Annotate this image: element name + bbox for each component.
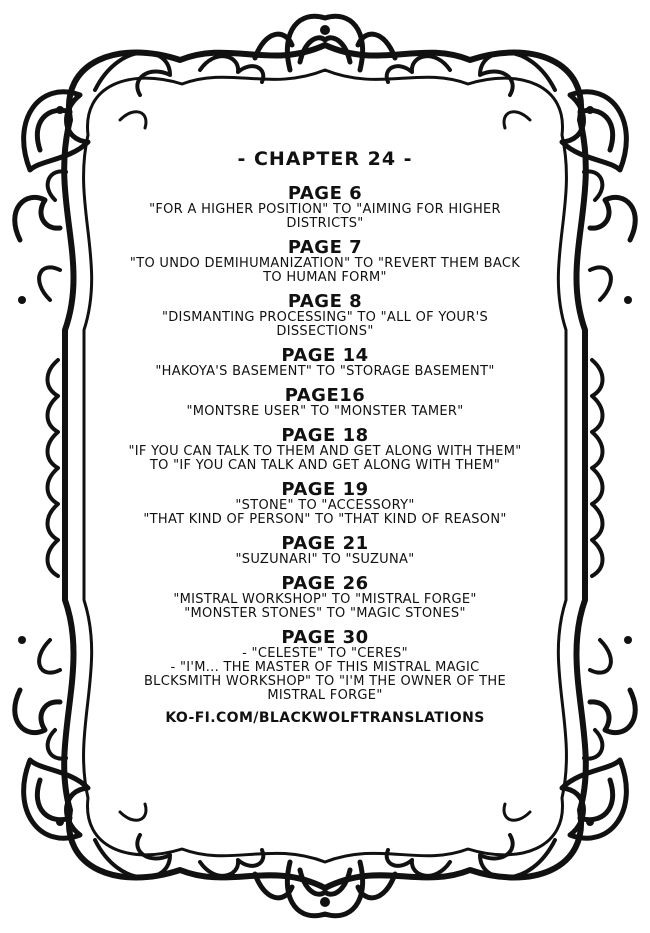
- page-heading: PAGE 26: [281, 573, 369, 594]
- page-entry: [100, 184, 550, 231]
- correction-line: "SUZUNARI" TO "SUZUNA": [235, 552, 415, 567]
- correction-line: "DISMANTING PROCESSING" TO "ALL OF YOUR'S: [161, 310, 489, 325]
- corner-scroll-top-left: [15, 92, 88, 240]
- correction-line: "FOR A HIGHER POSITION" TO "AIMING FOR HIGHER: [149, 202, 501, 217]
- correction-line: - "CELESTE" TO "CERES": [242, 646, 408, 661]
- page-heading: PAGE16: [284, 385, 366, 406]
- correction-line: "STONE" TO "ACCESSORY": [235, 498, 415, 513]
- correction-line: - "I'M... THE MASTER OF THIS MISTRAL MAGIC: [170, 660, 480, 675]
- corner-scroll-bottom-right: [562, 690, 635, 838]
- correction-line: "MONSTER STONES" TO "MAGIC STONES": [184, 606, 466, 621]
- page-entry: [100, 386, 550, 419]
- correction-line: "THAT KIND OF PERSON" TO "THAT KIND OF REASON": [143, 512, 507, 527]
- page-heading: PAGE 7: [287, 237, 363, 258]
- correction-line: BLCKSMITH WORKSHOP" TO "I'M THE OWNER OF THE: [143, 674, 507, 689]
- page-entry: [100, 574, 550, 621]
- ornament-dot: [320, 25, 330, 35]
- corner-scroll-top-right: [562, 92, 635, 240]
- page-entry: [100, 426, 550, 473]
- page-entry: [100, 628, 550, 703]
- page-heading: PAGE 6: [287, 183, 363, 204]
- page-entry: [100, 292, 550, 339]
- side-vine-left: [48, 360, 59, 576]
- correction-line: DISSECTIONS": [276, 324, 374, 339]
- page-heading: PAGE 18: [281, 425, 369, 446]
- correction-line: "IF YOU CAN TALK TO THEM AND GET ALONG WITH THEM": [128, 444, 522, 459]
- page-entry: [100, 238, 550, 285]
- correction-line: DISTRICTS": [286, 216, 364, 231]
- page-entry: [100, 346, 550, 379]
- page-heading: PAGE 19: [281, 479, 369, 500]
- side-vine-right: [592, 360, 603, 576]
- page-heading: PAGE 14: [281, 345, 369, 366]
- chapter-heading: - CHAPTER 24 -: [237, 148, 413, 170]
- page-entry: [100, 480, 550, 527]
- correction-line: TO HUMAN FORM": [263, 270, 387, 285]
- correction-line: TO "IF YOU CAN TALK AND GET ALONG WITH THEM": [149, 458, 501, 473]
- corner-scroll-bottom-left: [15, 690, 88, 838]
- page-heading: PAGE 21: [281, 533, 369, 554]
- correction-line: "MISTRAL WORKSHOP" TO "MISTRAL FORGE": [173, 592, 477, 607]
- correction-line: "TO UNDO DEMIHUMANIZATION" TO "REVERT THEM BACK: [129, 256, 521, 271]
- kofi-link[interactable]: KO-FI.COM/BLACKWOLFTRANSLATIONS: [165, 710, 485, 726]
- page-heading: PAGE 30: [281, 627, 369, 648]
- page-entry: [100, 534, 550, 567]
- page-heading: PAGE 8: [287, 291, 363, 312]
- correction-line: "HAKOYA'S BASEMENT" TO "STORAGE BASEMENT": [155, 364, 495, 379]
- errata-content: [100, 148, 550, 726]
- correction-line: MISTRAL FORGE": [267, 688, 383, 703]
- correction-line: "MONTSRE USER" TO "MONSTER TAMER": [186, 404, 464, 419]
